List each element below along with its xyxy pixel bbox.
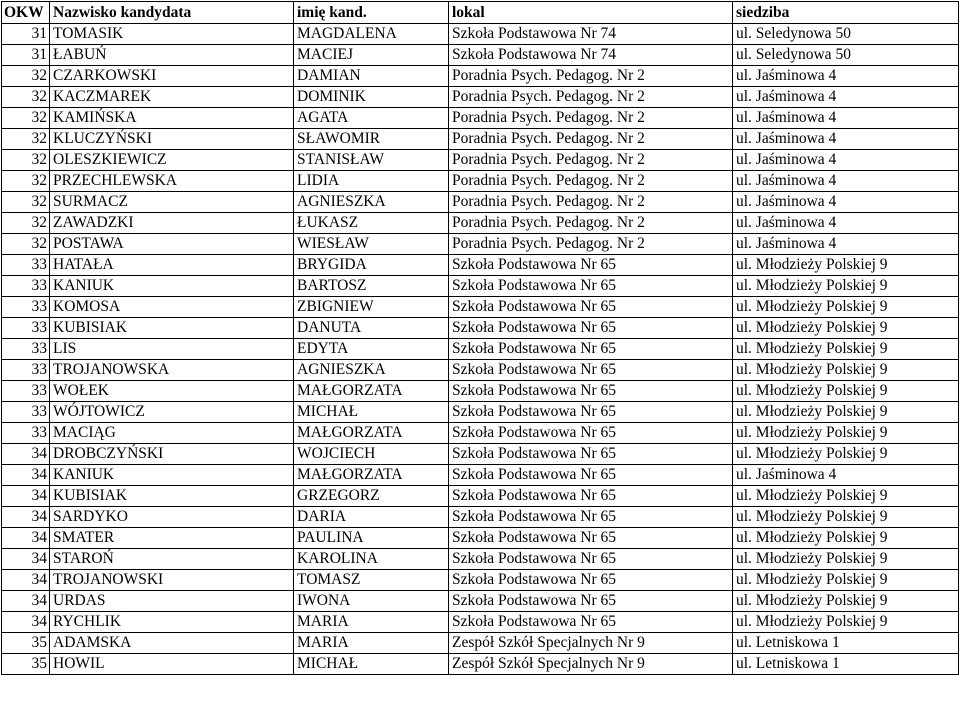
first-name-cell: MAGDALENA (294, 24, 449, 45)
table-row (2, 591, 959, 612)
surname-cell: KAMIŃSKA (50, 108, 294, 129)
okw-cell: 31 (2, 45, 50, 66)
first-name-cell: EDYTA (294, 339, 449, 360)
surname-cell: KOMOSA (50, 297, 294, 318)
table-row (2, 549, 959, 570)
okw-cell: 32 (2, 171, 50, 192)
header-address: siedziba (733, 2, 959, 24)
surname-cell: HATAŁA (50, 255, 294, 276)
okw-cell: 33 (2, 360, 50, 381)
surname-cell: OLESZKIEWICZ (50, 150, 294, 171)
okw-cell: 34 (2, 444, 50, 465)
okw-cell: 34 (2, 528, 50, 549)
first-name-cell: SŁAWOMIR (294, 129, 449, 150)
table-row (2, 150, 959, 171)
address-cell: ul. Seledynowa 50 (733, 24, 959, 45)
address-cell: ul. Jaśminowa 4 (733, 108, 959, 129)
address-cell: ul. Letniskowa 1 (733, 633, 959, 654)
surname-cell: LIS (50, 339, 294, 360)
venue-cell: Szkoła Podstawowa Nr 65 (449, 612, 733, 633)
first-name-cell: ZBIGNIEW (294, 297, 449, 318)
table-row (2, 654, 959, 675)
venue-cell: Poradnia Psych. Pedagog. Nr 2 (449, 108, 733, 129)
address-cell: ul. Jaśminowa 4 (733, 87, 959, 108)
surname-cell: STAROŃ (50, 549, 294, 570)
address-cell: ul. Jaśminowa 4 (733, 192, 959, 213)
venue-cell: Szkoła Podstawowa Nr 65 (449, 486, 733, 507)
surname-cell: POSTAWA (50, 234, 294, 255)
table-row (2, 528, 959, 549)
okw-cell: 31 (2, 24, 50, 45)
table-row (2, 255, 959, 276)
venue-cell: Poradnia Psych. Pedagog. Nr 2 (449, 150, 733, 171)
table-row (2, 570, 959, 591)
header-first-name: imię kand. (294, 2, 449, 24)
first-name-cell: MARIA (294, 633, 449, 654)
surname-cell: WOŁEK (50, 381, 294, 402)
okw-cell: 32 (2, 87, 50, 108)
surname-cell: URDAS (50, 591, 294, 612)
address-cell: ul. Seledynowa 50 (733, 45, 959, 66)
table-row (2, 24, 959, 45)
table-row (2, 423, 959, 444)
surname-cell: CZARKOWSKI (50, 66, 294, 87)
surname-cell: DROBCZYŃSKI (50, 444, 294, 465)
address-cell: ul. Młodzieży Polskiej 9 (733, 255, 959, 276)
surname-cell: KLUCZYŃSKI (50, 129, 294, 150)
address-cell: ul. Młodzieży Polskiej 9 (733, 318, 959, 339)
first-name-cell: PAULINA (294, 528, 449, 549)
venue-cell: Poradnia Psych. Pedagog. Nr 2 (449, 171, 733, 192)
address-cell: ul. Młodzieży Polskiej 9 (733, 486, 959, 507)
surname-cell: SMATER (50, 528, 294, 549)
okw-cell: 35 (2, 633, 50, 654)
table-row (2, 465, 959, 486)
okw-cell: 34 (2, 612, 50, 633)
venue-cell: Szkoła Podstawowa Nr 65 (449, 297, 733, 318)
okw-cell: 34 (2, 591, 50, 612)
address-cell: ul. Letniskowa 1 (733, 654, 959, 675)
venue-cell: Szkoła Podstawowa Nr 65 (449, 507, 733, 528)
okw-cell: 34 (2, 465, 50, 486)
first-name-cell: BARTOSZ (294, 276, 449, 297)
address-cell: ul. Młodzieży Polskiej 9 (733, 339, 959, 360)
first-name-cell: DAMIAN (294, 66, 449, 87)
surname-cell: WÓJTOWICZ (50, 402, 294, 423)
table-row (2, 213, 959, 234)
table-row (2, 108, 959, 129)
okw-cell: 33 (2, 339, 50, 360)
surname-cell: KUBISIAK (50, 318, 294, 339)
header-okw: OKW (2, 2, 50, 24)
header-venue: lokal (449, 2, 733, 24)
okw-cell: 32 (2, 150, 50, 171)
venue-cell: Poradnia Psych. Pedagog. Nr 2 (449, 129, 733, 150)
address-cell: ul. Jaśminowa 4 (733, 465, 959, 486)
first-name-cell: DANUTA (294, 318, 449, 339)
okw-cell: 33 (2, 423, 50, 444)
okw-cell: 33 (2, 318, 50, 339)
header-surname: Nazwisko kandydata (50, 2, 294, 24)
table-row (2, 360, 959, 381)
table-row (2, 612, 959, 633)
first-name-cell: WOJCIECH (294, 444, 449, 465)
table-row (2, 381, 959, 402)
okw-cell: 32 (2, 66, 50, 87)
first-name-cell: TOMASZ (294, 570, 449, 591)
first-name-cell: MAŁGORZATA (294, 381, 449, 402)
first-name-cell: AGNIESZKA (294, 192, 449, 213)
first-name-cell: MAŁGORZATA (294, 423, 449, 444)
venue-cell: Szkoła Podstawowa Nr 65 (449, 360, 733, 381)
first-name-cell: MAŁGORZATA (294, 465, 449, 486)
first-name-cell: GRZEGORZ (294, 486, 449, 507)
address-cell: ul. Jaśminowa 4 (733, 213, 959, 234)
venue-cell: Szkoła Podstawowa Nr 65 (449, 570, 733, 591)
venue-cell: Szkoła Podstawowa Nr 65 (449, 465, 733, 486)
table-row (2, 276, 959, 297)
address-cell: ul. Młodzieży Polskiej 9 (733, 612, 959, 633)
address-cell: ul. Młodzieży Polskiej 9 (733, 570, 959, 591)
address-cell: ul. Jaśminowa 4 (733, 150, 959, 171)
okw-cell: 34 (2, 549, 50, 570)
first-name-cell: IWONA (294, 591, 449, 612)
surname-cell: HOWIL (50, 654, 294, 675)
address-cell: ul. Młodzieży Polskiej 9 (733, 402, 959, 423)
venue-cell: Poradnia Psych. Pedagog. Nr 2 (449, 234, 733, 255)
address-cell: ul. Młodzieży Polskiej 9 (733, 423, 959, 444)
surname-cell: ZAWADZKI (50, 213, 294, 234)
venue-cell: Szkoła Podstawowa Nr 65 (449, 423, 733, 444)
surname-cell: KANIUK (50, 276, 294, 297)
table-row (2, 45, 959, 66)
address-cell: ul. Młodzieży Polskiej 9 (733, 381, 959, 402)
table-row (2, 339, 959, 360)
table-row (2, 507, 959, 528)
first-name-cell: MICHAŁ (294, 402, 449, 423)
surname-cell: KUBISIAK (50, 486, 294, 507)
venue-cell: Zespół Szkół Specjalnych Nr 9 (449, 654, 733, 675)
address-cell: ul. Młodzieży Polskiej 9 (733, 360, 959, 381)
okw-cell: 33 (2, 276, 50, 297)
okw-cell: 33 (2, 297, 50, 318)
surname-cell: SURMACZ (50, 192, 294, 213)
venue-cell: Szkoła Podstawowa Nr 65 (449, 549, 733, 570)
address-cell: ul. Młodzieży Polskiej 9 (733, 591, 959, 612)
surname-cell: TROJANOWSKA (50, 360, 294, 381)
first-name-cell: MACIEJ (294, 45, 449, 66)
venue-cell: Poradnia Psych. Pedagog. Nr 2 (449, 213, 733, 234)
table-row (2, 486, 959, 507)
table-row (2, 171, 959, 192)
table-row (2, 402, 959, 423)
first-name-cell: MARIA (294, 612, 449, 633)
venue-cell: Szkoła Podstawowa Nr 65 (449, 381, 733, 402)
table-row (2, 297, 959, 318)
okw-cell: 33 (2, 402, 50, 423)
first-name-cell: AGATA (294, 108, 449, 129)
table-row (2, 87, 959, 108)
first-name-cell: LIDIA (294, 171, 449, 192)
surname-cell: KANIUK (50, 465, 294, 486)
okw-cell: 32 (2, 192, 50, 213)
address-cell: ul. Młodzieży Polskiej 9 (733, 297, 959, 318)
table-row (2, 234, 959, 255)
okw-cell: 34 (2, 486, 50, 507)
table-row (2, 444, 959, 465)
surname-cell: ŁABUŃ (50, 45, 294, 66)
venue-cell: Szkoła Podstawowa Nr 65 (449, 591, 733, 612)
venue-cell: Poradnia Psych. Pedagog. Nr 2 (449, 87, 733, 108)
first-name-cell: WIESŁAW (294, 234, 449, 255)
okw-cell: 33 (2, 255, 50, 276)
first-name-cell: ŁUKASZ (294, 213, 449, 234)
venue-cell: Szkoła Podstawowa Nr 65 (449, 528, 733, 549)
venue-cell: Szkoła Podstawowa Nr 65 (449, 339, 733, 360)
table-body (2, 24, 959, 675)
first-name-cell: STANISŁAW (294, 150, 449, 171)
venue-cell: Poradnia Psych. Pedagog. Nr 2 (449, 66, 733, 87)
first-name-cell: AGNIESZKA (294, 360, 449, 381)
table-row (2, 192, 959, 213)
address-cell: ul. Jaśminowa 4 (733, 129, 959, 150)
surname-cell: RYCHLIK (50, 612, 294, 633)
candidates-table (1, 1, 959, 675)
surname-cell: PRZECHLEWSKA (50, 171, 294, 192)
address-cell: ul. Młodzieży Polskiej 9 (733, 528, 959, 549)
table-row (2, 66, 959, 87)
venue-cell: Szkoła Podstawowa Nr 65 (449, 444, 733, 465)
venue-cell: Szkoła Podstawowa Nr 65 (449, 255, 733, 276)
okw-cell: 33 (2, 381, 50, 402)
surname-cell: MACIĄG (50, 423, 294, 444)
okw-cell: 32 (2, 129, 50, 150)
first-name-cell: DARIA (294, 507, 449, 528)
venue-cell: Szkoła Podstawowa Nr 74 (449, 24, 733, 45)
address-cell: ul. Jaśminowa 4 (733, 66, 959, 87)
surname-cell: SARDYKO (50, 507, 294, 528)
address-cell: ul. Młodzieży Polskiej 9 (733, 549, 959, 570)
venue-cell: Szkoła Podstawowa Nr 65 (449, 402, 733, 423)
first-name-cell: MICHAŁ (294, 654, 449, 675)
first-name-cell: DOMINIK (294, 87, 449, 108)
address-cell: ul. Młodzieży Polskiej 9 (733, 276, 959, 297)
surname-cell: TOMASIK (50, 24, 294, 45)
venue-cell: Szkoła Podstawowa Nr 65 (449, 276, 733, 297)
surname-cell: TROJANOWSKI (50, 570, 294, 591)
venue-cell: Poradnia Psych. Pedagog. Nr 2 (449, 192, 733, 213)
header-row (2, 2, 959, 24)
okw-cell: 32 (2, 234, 50, 255)
address-cell: ul. Jaśminowa 4 (733, 234, 959, 255)
address-cell: ul. Młodzieży Polskiej 9 (733, 444, 959, 465)
okw-cell: 32 (2, 213, 50, 234)
venue-cell: Szkoła Podstawowa Nr 74 (449, 45, 733, 66)
table-row (2, 129, 959, 150)
first-name-cell: KAROLINA (294, 549, 449, 570)
address-cell: ul. Jaśminowa 4 (733, 171, 959, 192)
okw-cell: 34 (2, 570, 50, 591)
okw-cell: 34 (2, 507, 50, 528)
address-cell: ul. Młodzieży Polskiej 9 (733, 507, 959, 528)
okw-cell: 35 (2, 654, 50, 675)
first-name-cell: BRYGIDA (294, 255, 449, 276)
venue-cell: Szkoła Podstawowa Nr 65 (449, 318, 733, 339)
table-row (2, 318, 959, 339)
surname-cell: ADAMSKA (50, 633, 294, 654)
surname-cell: KACZMAREK (50, 87, 294, 108)
table-row (2, 633, 959, 654)
venue-cell: Zespół Szkół Specjalnych Nr 9 (449, 633, 733, 654)
okw-cell: 32 (2, 108, 50, 129)
